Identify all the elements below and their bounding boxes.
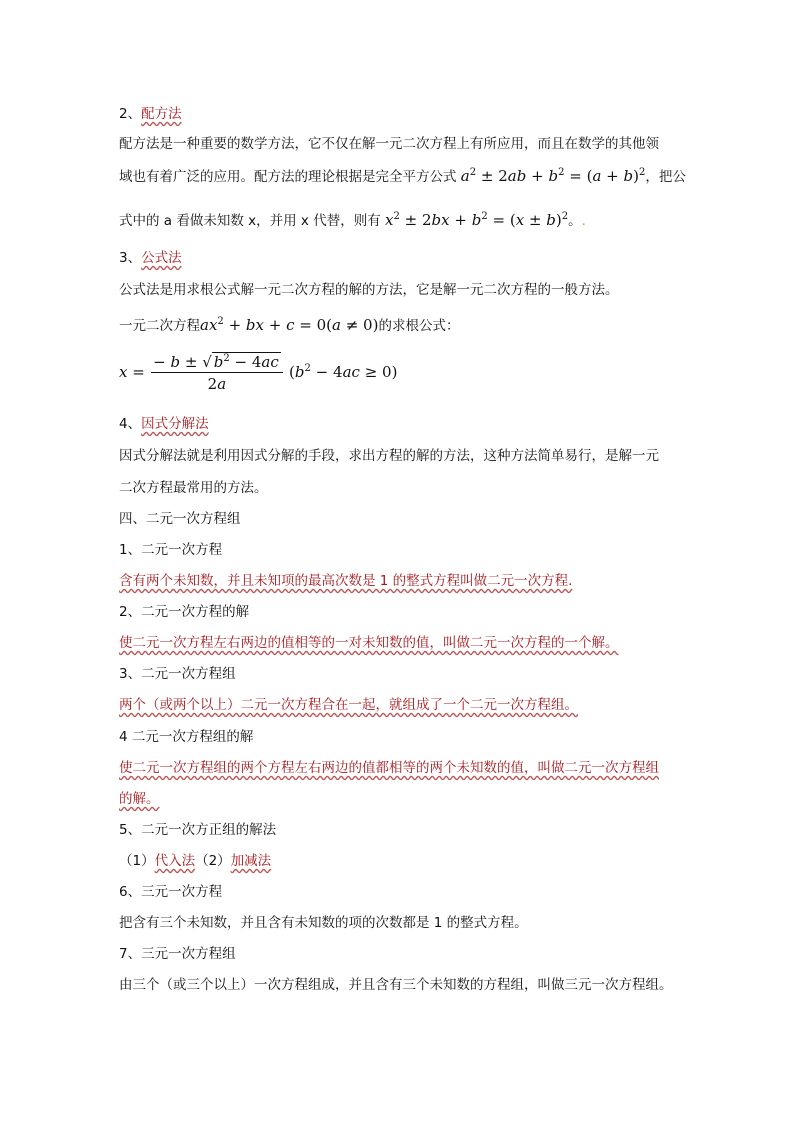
section-2-para-line-3 — [119, 210, 586, 231]
section-2-para-line-2 — [119, 166, 686, 187]
item-4-definition-line-1: 使二元一次方程组的两个方程左右两边的值都相等的两个未知数的值，叫做二元一次方程组 — [119, 760, 659, 776]
section-3-title: 公式法 — [141, 250, 182, 266]
section-3-heading — [119, 248, 182, 268]
item-6-heading: 6、三元一次方程 — [119, 884, 223, 900]
item-2-definition: 使二元一次方程左右两边的值相等的一对未知数的值，叫做二元一次方程的一个解。 — [119, 635, 619, 651]
section-2-title: 配方法 — [141, 106, 182, 122]
item-1-definition: 含有两个未知数，并且未知项的最高次数是 1 的整式方程叫做二元一次方程. — [119, 573, 573, 589]
item-4-heading: 4 二元一次方程组的解 — [119, 729, 254, 745]
section-4-title: 因式分解法 — [141, 416, 209, 432]
item-7-definition: 由三个（或三个以上）一次方程组成，并且含有三个未知数的方程组，叫做三元一次方程组。 — [119, 977, 673, 993]
perfect-square-formula: $a^2 \pm 2ab + b^2 = (a + b)^2$ — [460, 167, 646, 185]
section-2-heading — [119, 104, 182, 124]
section-3-para-line-1: 公式法是用求根公式解一元二次方程的解的方法，它是解一元二次方程的一般方法。 — [119, 282, 619, 298]
method-2-number: （2） — [195, 853, 231, 869]
item-6-definition: 把含有三个未知数，并且含有未知数的项的次数都是 1 的整式方程。 — [119, 915, 528, 931]
section-4-para-line-1: 因式分解法就是利用因式分解的手段，求出方程的解的方法，这种方法简单易行，是解一元 — [119, 448, 659, 464]
quadratic-equation: $ax^2$ + bx + c = 0(a ≠ 0) — [200, 316, 379, 334]
section-2-number: 2、 — [119, 106, 142, 122]
section-2-text-end: ，把公 — [645, 169, 686, 185]
root-formula-fraction: $\frac{- b \pm √ b^2 - 4ac}{2a}$ — [151, 353, 283, 393]
item-2-heading: 2、二元一次方程的解 — [119, 604, 250, 620]
item-7-heading: 7、三元一次方程组 — [119, 946, 236, 962]
section-3-number: 3、 — [119, 250, 142, 266]
section-4-heading — [119, 414, 209, 434]
section-4-para-line-2: 二次方程最常用的方法。 — [119, 480, 268, 496]
item-4-definition-line-2: 的解。 — [119, 791, 160, 807]
part-4-heading: 四、二元一次方程组 — [119, 511, 241, 527]
section-2-text-end: 。 — [568, 213, 582, 229]
method-1-number: （1） — [119, 853, 155, 869]
section-2-text: 域也有着广泛的应用。配方法的理论根据是完全平方公式 — [119, 169, 457, 185]
method-elimination: 加减法 — [230, 853, 272, 869]
section-4-number: 4、 — [119, 416, 142, 432]
item-3-heading: 3、二元一次方程组 — [119, 666, 236, 682]
section-3-text: 一元二次方程 — [119, 318, 200, 334]
method-substitution: 代入法 — [154, 853, 196, 869]
item-1-heading: 1、二元一次方程 — [119, 542, 223, 558]
quadratic-root-formula: x = $\frac{- b \pm √ b^2 - 4ac}{2a}$ $(b^2 - 4ac \ge 0)$ — [119, 353, 398, 393]
section-3-para-line-2 — [119, 315, 459, 336]
section-2-text: 式中的 a 看做未知数 x，并用 x 代替，则有 — [119, 213, 381, 229]
section-3-text-end: 的求根公式： — [378, 318, 460, 334]
section-2-para-line-1: 配方法是一种重要的数学方法，它不仅在解一元二次方程上有所应用，而且在数学的其他领 — [119, 136, 659, 152]
item-5-methods — [119, 851, 271, 871]
item-5-heading: 5、二元一次方正组的解法 — [119, 822, 277, 838]
item-3-definition: 两个（或两个以上）二元一次方程合在一起，就组成了一个二元一次方程组。 — [119, 697, 578, 713]
substituted-formula: $x^2 \pm 2bx + b^2 = (x \pm b)^2$ — [385, 211, 569, 229]
section-2-mark: . — [581, 213, 586, 229]
